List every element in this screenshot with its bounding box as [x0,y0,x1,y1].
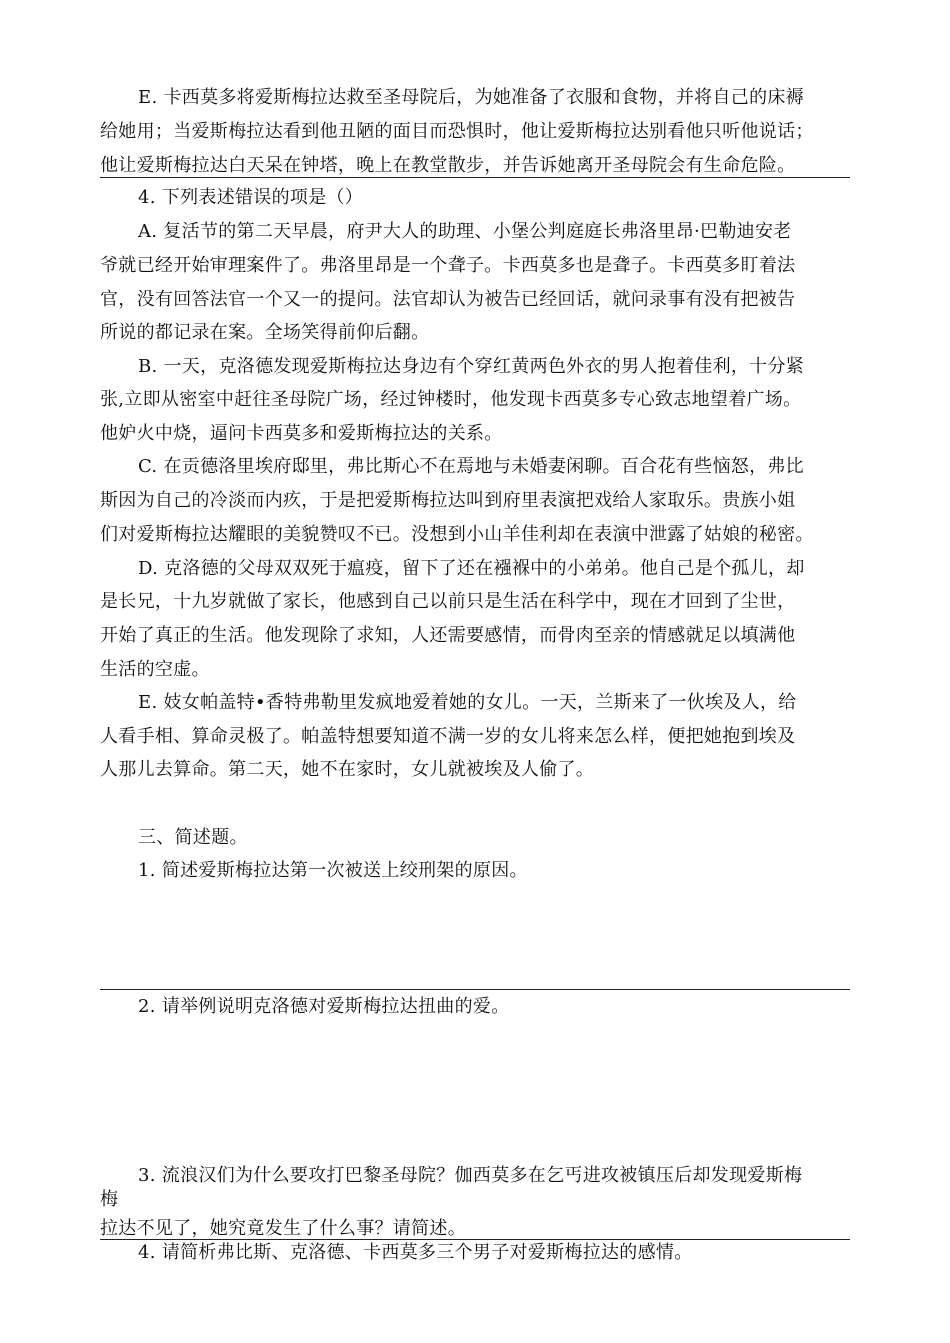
divider-rule [100,177,850,178]
q4-option-c-line-3: 们对爱斯梅拉达耀眼的美貌赞叹不已。没想到小山羊佳利却在表演中泄露了姑娘的秘密。 [100,524,814,545]
q4-option-d-line-3: 开始了真正的生活。他发现除了求知，人还需要感情，而骨肉至亲的情感就足以填满他 [100,625,796,646]
section3-q3-line-2: 梅 [100,1189,119,1210]
q4-option-a-line-2: 爷就已经开始审理案件了。弗洛里昂是一个聋子。卡西莫多也是聋子。卡西莫多盯着法 [100,255,796,276]
q4-option-a-line-3: 官，没有回答法官一个又一的提问。法官却认为被告已经回话，就问录事有没有把被告 [100,289,796,310]
section3-q3-line-3: 拉达不见了，她究竟发生了什么事？请简述。 [100,1218,466,1239]
q4-stem: 4. 下列表述错误的项是（） [138,187,364,208]
q4-option-d-line-4: 生活的空虚。 [100,659,210,680]
q4-option-c-line-2: 斯因为自己的冷淡而内疚，于是把爱斯梅拉达叫到府里表演把戏给人家取乐。贵族小姐 [100,490,796,511]
answer-rule-q3 [100,1239,850,1240]
q4-option-b-line-2: 张,立即从密室中赶往圣母院广场，经过钟楼时，他发现卡西莫多专心致志地望着广场。 [100,389,802,410]
option-e-prev-line-3: 他让爱斯梅拉达白天呆在钟塔，晚上在教堂散步，并告诉她离开圣母院会有生命危险。 [100,155,796,176]
section3-heading: 三、简述题。 [138,827,248,848]
q4-option-b-line-1: B. 一天，克洛德发现爱斯梅拉达身边有个穿红黄两色外衣的男人抱着佳利，十分紧 [138,356,805,377]
q4-option-e-line-2: 人看手相、算命灵极了。帕盖特想要知道不满一岁的女儿将来怎么样，便把她抱到埃及 [100,726,796,747]
section3-q1: 1. 简述爱斯梅拉达第一次被送上绞刑架的原因。 [138,860,528,881]
q4-option-e-line-3: 人那儿去算命。第二天，她不在家时，女儿就被埃及人偷了。 [100,759,595,780]
q4-option-a-line-1: A. 复活节的第二天早晨，府尹大人的助理、小堡公判庭庭长弗洛里昂·巴勒迪安老 [138,221,792,242]
q4-option-c-line-1: C. 在贡德洛里埃府邸里，弗比斯心不在焉地与未婚妻闲聊。百合花有些恼怒，弗比 [138,456,804,477]
q4-option-b-line-3: 他妒火中烧，逼问卡西莫多和爱斯梅拉达的关系。 [100,423,503,444]
option-e-prev-line-1: E. 卡西莫多将爱斯梅拉达救至圣母院后，为她准备了衣服和食物，并将自己的床褥 [138,87,804,108]
section3-q2: 2. 请举例说明克洛德对爱斯梅拉达扭曲的爱。 [138,996,510,1017]
section3-q3-line-1: 3. 流浪汉们为什么要攻打巴黎圣母院？伽西莫多在乞丐进攻被镇压后却发现爱斯梅 [138,1165,803,1186]
option-e-prev-line-2: 给她用；当爱斯梅拉达看到他丑陋的面目而恐惧时，他让爱斯梅拉达别看他只听他说话； [100,121,814,142]
section3-q4: 4. 请简析弗比斯、克洛德、卡西莫多三个男子对爱斯梅拉达的感情。 [138,1242,693,1263]
q4-option-e-line-1: E. 妓女帕盖特•香特弗勒里发疯地爱着她的女儿。一天，兰斯来了一伙埃及人，给 [138,692,797,713]
q4-option-a-line-4: 所说的都记录在案。全场笑得前仰后翻。 [100,322,430,343]
answer-rule-q1 [100,989,850,990]
q4-option-d-line-2: 是长兄，十九岁就做了家长，他感到自己以前只是生活在科学中，现在才回到了尘世， [100,591,796,612]
q4-option-d-line-1: D. 克洛德的父母双双死于瘟疫，留下了还在襁褓中的小弟弟。他自己是个孤儿，却 [138,558,805,579]
